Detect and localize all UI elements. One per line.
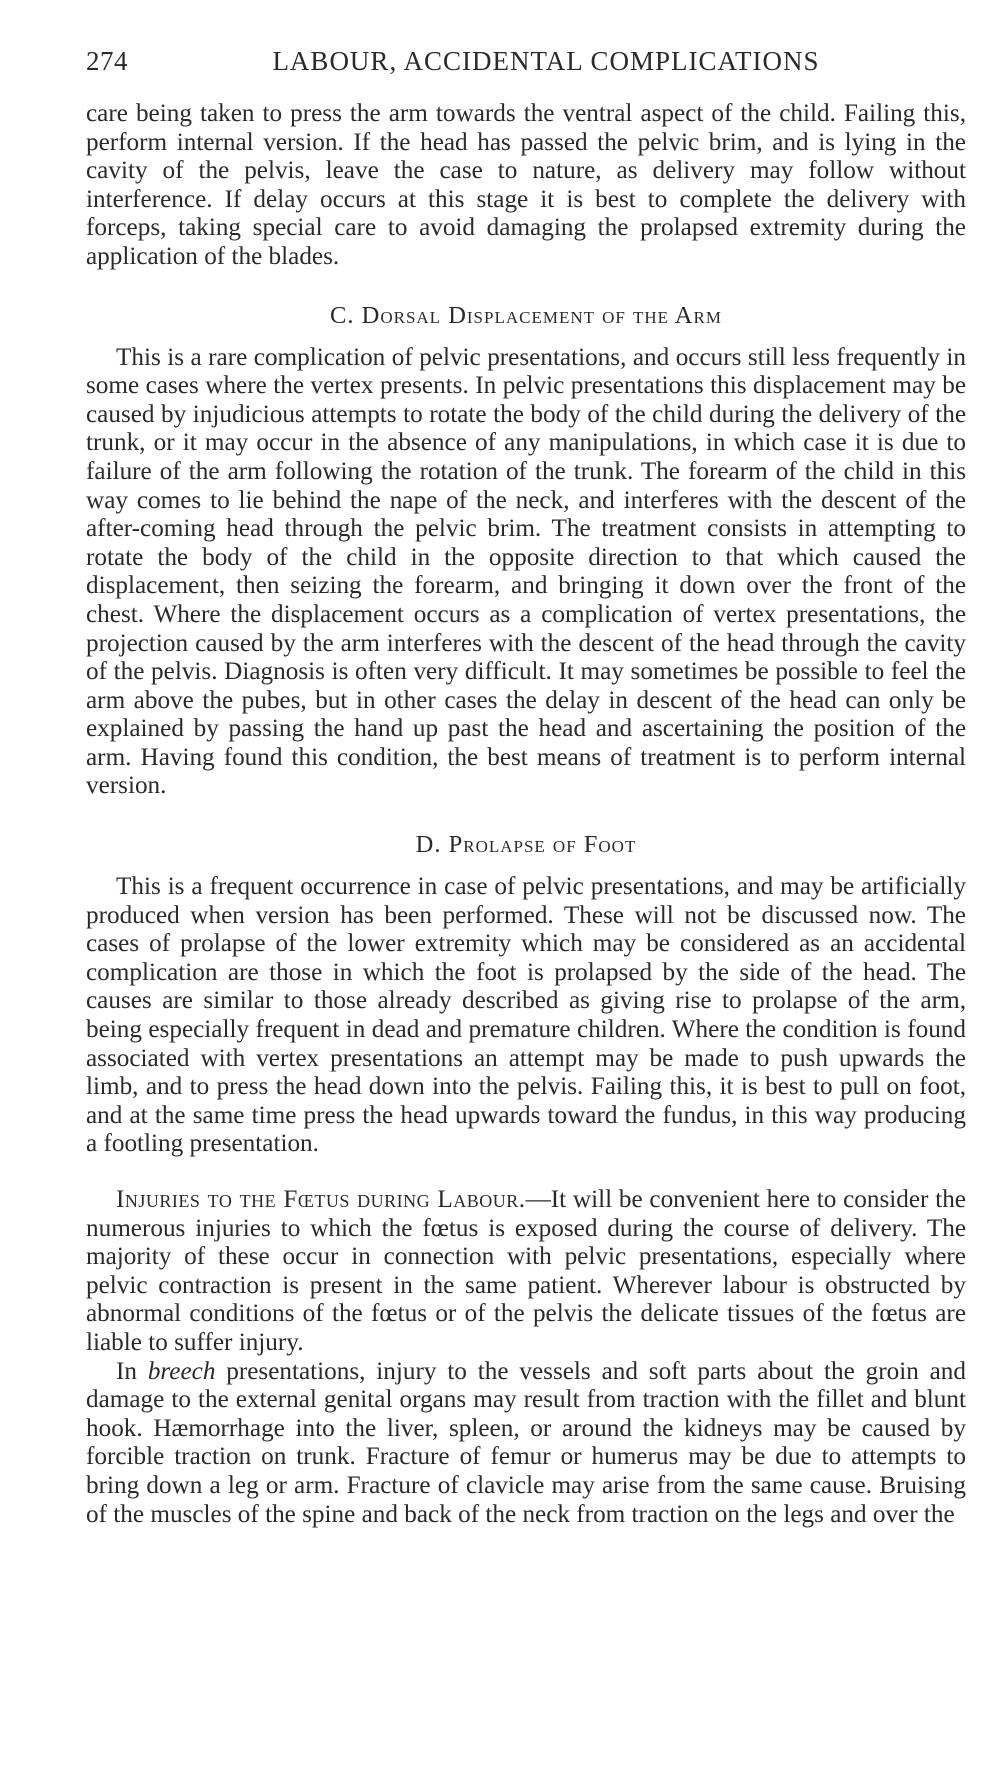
injuries-lead-heading: Injuries to the Fœtus during Labour. xyxy=(116,1186,526,1213)
paragraph-breech xyxy=(86,1358,966,1530)
running-title: LABOUR, ACCIDENTAL COMPLICATIONS xyxy=(272,46,820,76)
breech-body: presentations, injury to the vessels and soft parts about the groin and damage to the external genital organs may result from traction with the fillet and blunt hook. Hæmorrhage into the liver, spleen, or around the kidneys may be caused by forcible traction on trunk. Fracture of femur or humerus may be due to attempts to bring down a leg or arm. Fracture of clavicle may arise from the same cause. Bruising of the muscles of the spine and back of the neck from traction on the legs and over the xyxy=(86,1357,966,1528)
breech-start: In xyxy=(116,1357,148,1385)
running-head xyxy=(86,46,966,92)
section-heading-d: D. Prolapse of Foot xyxy=(415,831,637,859)
paragraph-continuation: care being taken to press the arm towards the ventral aspect of the child. Failing this, perform internal version. If the head has passed the pelvic brim, and is lying in the cavity of the pelvis, leave the case to nature, as delivery may follow without interference. If delay occurs at this stage it is best to complete the delivery with forceps, taking special care to avoid damaging the prolapsed extremity during the application of the blades. xyxy=(86,100,966,270)
paragraph-prolapse-foot: This is a frequent occurrence in case of pelvic presentations, and may be artificially produced when version has been performed. These will not be discussed now. The cases of prolapse of the lower extremity which may be considered as an accidental complication are those in which the foot is prolapsed by the side of the head. The causes are similar to those already described as giving rise to prolapse of the arm, being especially frequent in dead and premature children. Where the condition is found associated with vertex presentations an attempt may be made to push upwards the limb, and to press the head down into the pelvis. Failing this, it is best to pull on foot, and at the same time press the head upwards toward the fundus, in this way producing a footling presentation. xyxy=(86,873,966,1158)
book-page xyxy=(86,46,966,1529)
injuries-body: —It will be convenient here to consider the numerous injuries to which the fœtus is exposed during the course of delivery. The majority of these occur in connection with pelvic presentations, especially where pelvic contraction is present in the same patient. Wherever labour is obstructed by abnormal conditions of the fœtus or of the pelvis the delicate tissues of the fœtus are liable to suffer injury. xyxy=(86,1186,966,1356)
spacer xyxy=(86,1159,966,1186)
paragraph-dorsal-displacement: This is a rare complication of pelvic presentations, and occurs still less frequently in some cases where the vertex presents. In pelvic presentations this displacement may be caused by injudicious attempts to rotate the body of the child during the delivery of the trunk, or it may occur in the absence of any manipulations, in which case it is due to failure of the arm following the rotation of the trunk. The forearm of the child in this way comes to lie behind the nape of the neck, and interferes with the descent of the after-coming head through the pelvic brim. The treatment consists in attempting to rotate the body of the child in the opposite direction to that which caused the displacement, then seizing the forearm, and bringing it down over the front of the chest. Where the displacement occurs as a complication of vertex presentations, the projection caused by the arm interferes with the descent of the head through the cavity of the pelvis. Diagnosis is often very difficult. It may sometimes be possible to feel the arm above the pubes, but in other cases the delay in descent of the head can only be explained by passing the hand up past the head and ascertaining the position of the arm. Having found this condition, the best means of treatment is to perform internal version. xyxy=(86,343,966,800)
section-heading-c: C. Dorsal Displacement of the Arm xyxy=(330,301,722,329)
paragraph-injuries xyxy=(86,1186,966,1358)
breech-italic: breech xyxy=(147,1357,216,1385)
page-number: 274 xyxy=(86,46,128,76)
